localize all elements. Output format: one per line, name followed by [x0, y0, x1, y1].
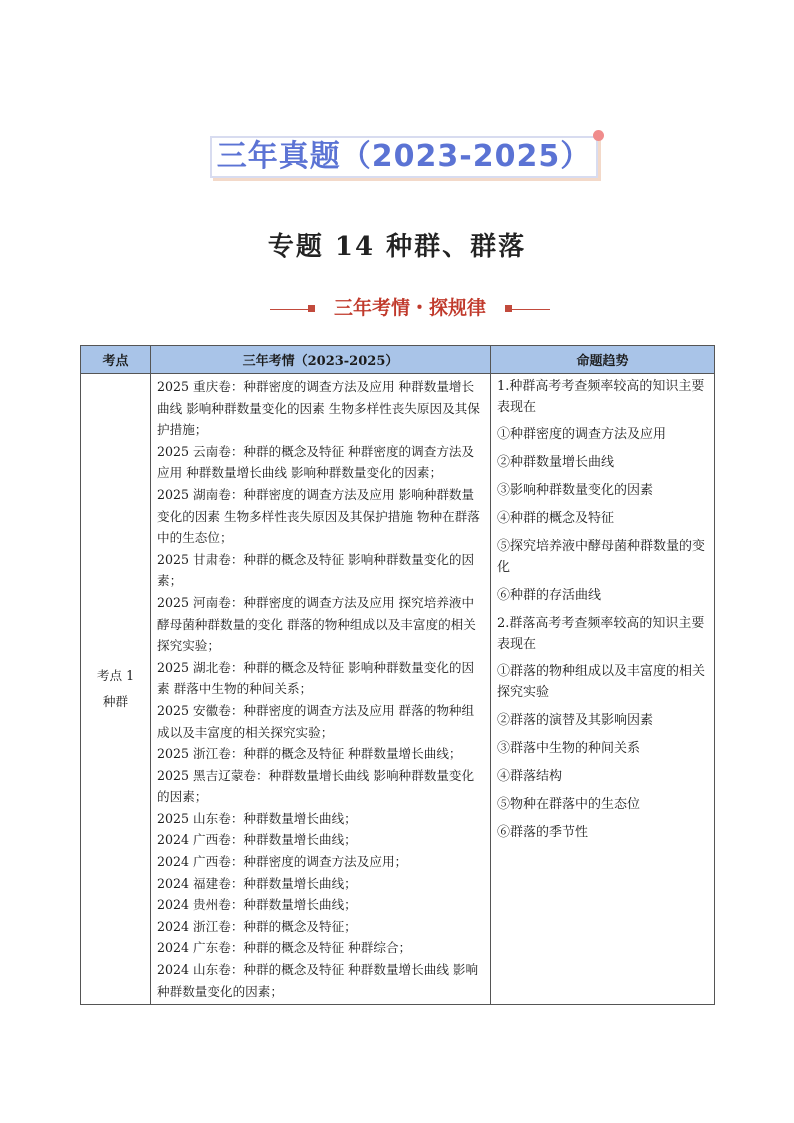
- trend-item: ⑤物种在群落中的生态位: [497, 797, 641, 812]
- header-kaodian: 考点: [81, 346, 151, 374]
- trend-item: ②群落的演替及其影响因素: [497, 713, 654, 728]
- exam-record: 2024 贵州卷：种群数量增长曲线；: [157, 897, 357, 913]
- trend-item: ②种群数量增长曲线: [497, 455, 615, 470]
- kaodian-cell: [81, 374, 151, 1005]
- banner-title: 三年真题（2023-2025）: [216, 139, 592, 174]
- exam-record: 2024 福建卷：种群数量增长曲线；: [157, 875, 357, 891]
- exam-record: 2025 黑吉辽蒙卷：种群数量增长曲线 影响种群数量变化的因素；: [157, 767, 475, 805]
- exam-record: 2024 广东卷：种群的概念及特征 种群综合；: [157, 940, 412, 956]
- trend-item: ③群落中生物的种间关系: [497, 741, 641, 756]
- trend-item: ④群落结构: [497, 769, 563, 784]
- exam-record: 2025 河南卷：种群密度的调查方法及应用 探究培养液中酵母菌种群数量的变化 群落的物种组成以及丰富度的相关探究实验；: [157, 594, 476, 654]
- trend-item: ⑤探究培养液中酵母菌种群数量的变化: [497, 539, 706, 575]
- kaoqing-cell: [151, 374, 491, 1005]
- divider-right: [508, 309, 550, 310]
- exam-record: 2025 云南卷：种群的概念及特征 种群密度的调查方法及应用 种群数量增长曲线 影响种群数量变化的因素；: [157, 443, 475, 481]
- trend-item: ⑥群落的季节性: [497, 825, 589, 840]
- exam-record: 2025 湖南卷：种群密度的调查方法及应用 影响种群数量变化的因素 生物多样性丧失原因及其保护措施 物种在群落中的生态位；: [157, 486, 480, 546]
- table-row: [81, 374, 715, 1005]
- trend-cell: [491, 374, 715, 1005]
- exam-record: 2024 山东卷：种群的概念及特征 种群数量增长曲线 影响种群数量变化的因素；: [157, 962, 479, 999]
- exam-record: 2024 广西卷：种群密度的调查方法及应用；: [157, 854, 408, 870]
- exam-record: 2025 浙江卷：种群的概念及特征 种群数量增长曲线；: [157, 746, 462, 762]
- trend-heading: 1.种群高考考查频率较高的知识主要表现在: [497, 379, 705, 415]
- trend-heading: 2.群落高考考查频率较高的知识主要表现在: [497, 616, 705, 652]
- exam-record: 2025 湖北卷：种群的概念及特征 影响种群数量变化的因素 群落中生物的种间关系；: [157, 659, 475, 697]
- table-header-row: [81, 346, 715, 374]
- section-heading-text: 三年考情・探规律: [333, 297, 486, 319]
- exam-record: 2025 甘肃卷：种群的概念及特征 影响种群数量变化的因素；: [157, 551, 475, 589]
- decorative-dot-icon: [593, 130, 604, 141]
- exam-record: 2025 重庆卷：种群密度的调查方法及应用 种群数量增长曲线 影响种群数量变化的因素 生物多样性丧失原因及其保护措施；: [157, 379, 480, 438]
- header-kaoqing: 三年考情（2023-2025）: [151, 346, 491, 374]
- section-heading: [270, 296, 550, 320]
- header-trend: 命题趋势: [491, 346, 715, 374]
- exam-record: 2025 安徽卷：种群密度的调查方法及应用 群落的物种组成以及丰富度的相关探究实验；: [157, 702, 475, 740]
- kaodian-topic: 种群: [102, 694, 129, 710]
- exam-record: 2024 广西卷：种群数量增长曲线；: [157, 832, 357, 848]
- trend-item: ⑥种群的存活曲线: [497, 588, 602, 603]
- trend-item: ①种群密度的调查方法及应用: [497, 427, 667, 442]
- exam-record: 2025 山东卷：种群数量增长曲线；: [157, 810, 357, 826]
- trend-item: ①群落的物种组成以及丰富度的相关探究实验: [497, 664, 706, 700]
- exam-record: 2024 浙江卷：种群的概念及特征；: [157, 918, 357, 934]
- title-banner: [210, 136, 598, 178]
- exam-analysis-table: [80, 345, 715, 1005]
- kaodian-number: 考点 1: [96, 668, 135, 684]
- trend-item: ③影响种群数量变化的因素: [497, 483, 654, 498]
- subject-title: 专题 14 种群、群落: [267, 232, 527, 262]
- trend-item: ④种群的概念及特征: [497, 511, 615, 526]
